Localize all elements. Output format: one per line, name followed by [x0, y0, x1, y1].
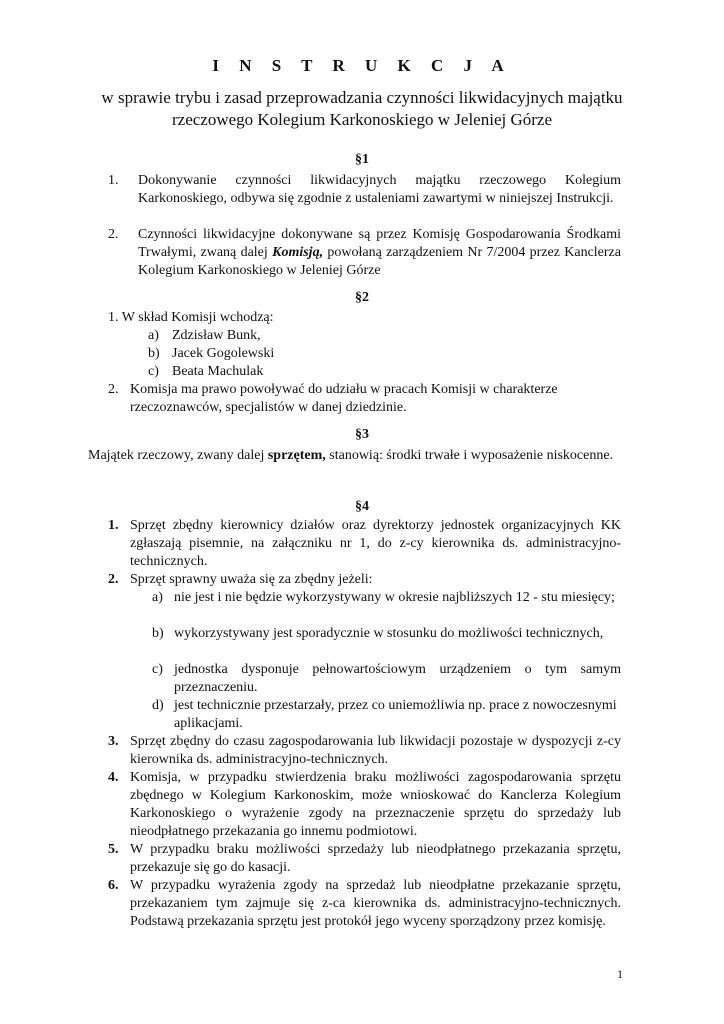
s4-sub-a-text: nie jest i nie będzie wykorzystywany w okresie najbliższych 12 - stu miesięcy; — [174, 590, 615, 605]
s4-sub-b-number: b) — [152, 626, 164, 641]
komisja-term: Komisją, — [272, 245, 324, 260]
section-2-heading: §2 — [355, 290, 369, 305]
member-a: Zdzisław Bunk, — [172, 328, 261, 343]
s4-item-6-number: 6. — [108, 878, 119, 893]
s1-item-2-number: 2. — [108, 227, 119, 242]
section-1-heading: §1 — [355, 152, 369, 167]
document-title: I N S T R U K C J A — [212, 56, 512, 75]
s4-sub-d-number: d) — [152, 698, 164, 713]
s4-item-1-text: Sprzęt zbędny kierownicy działów oraz dyrektorzy jednostek organizacyjnych KK zgłaszają pisemnie, na załączniku nr 1, do z-cy kierownika ds. administracyjno-technicznych. — [130, 518, 621, 569]
s4-item-1-number: 1. — [108, 518, 119, 533]
s1-item-2-text-a: Czynności likwidacyjne dokonywane są przez Komisję Gospodarowania Środkami Trwałymi, zwaną dalej — [138, 227, 621, 260]
s4-item-4-number: 4. — [108, 770, 119, 785]
member-b: Jacek Gogolewski — [172, 346, 275, 361]
s1-item-2-text-b: powołaną zarządzeniem Nr 7/2004 przez Kanclerza Kolegium Karkonoskiego w Jeleniej Górze — [138, 245, 621, 278]
s4-item-6-text: W przypadku wyrażenia zgody na sprzedaż lub nieodpłatne przekazanie sprzętu, przekazaniem tym zajmuje się z-ca kierownika ds. administracyjno-technicznych. Podstawą przekazania sprzętu jest protokół jego wyceny sporządzony przez komisję. — [130, 878, 621, 929]
s4-sub-a-number: a) — [152, 590, 163, 605]
section-3-heading: §3 — [355, 427, 369, 442]
sprzet-term: sprzętem, — [267, 448, 326, 463]
member-b-number: b) — [148, 346, 160, 361]
s4-item-2-text: Sprzęt sprawny uważa się za zbędny jeżeli: — [130, 572, 373, 587]
s2-item-2-text: Komisja ma prawo powoływać do udziału w pracach Komisji w charakterze rzeczoznawców, specjalistów w danej dziedzinie. — [130, 382, 558, 415]
s3-text-a: Majątek rzeczowy, zwany dalej — [88, 448, 268, 463]
s4-sub-c-number: c) — [152, 662, 163, 677]
s4-sub-b-text: wykorzystywany jest sporadycznie w stosunku do możliwości technicznych, — [174, 626, 604, 641]
s1-item-2-text — [138, 226, 621, 280]
s4-item-3-number: 3. — [108, 734, 119, 749]
s4-sub-d-text: jest technicznie przestarzały, przez co uniemożliwia np. prace z nowoczesnymi aplikacjami. — [174, 698, 617, 731]
member-c-number: c) — [148, 364, 159, 379]
s3-text-b: stanowią: środki trwałe i wyposażenie niskocenne. — [325, 448, 614, 463]
page-number: 1 — [617, 967, 623, 981]
s2-item-2-number: 2. — [108, 382, 119, 397]
s2-item-1: 1. W skład Komisji wchodzą: — [108, 310, 274, 325]
s4-sub-c-text: jednostka dysponuje pełnowartościowym urządzeniem o tym samym przeznaczeniu. — [174, 662, 621, 695]
s4-item-2-number: 2. — [108, 572, 119, 587]
document-subtitle: w sprawie trybu i zasad przeprowadzania czynności likwidacyjnych majątku rzeczowego Kolegium Karkonoskiego w Jeleniej Górze — [101, 88, 623, 129]
member-a-number: a) — [148, 328, 159, 343]
s4-item-5-number: 5. — [108, 842, 119, 857]
s1-item-1-number: 1. — [108, 173, 119, 188]
section-4-heading: §4 — [355, 499, 369, 514]
s4-item-4-text: Komisja, w przypadku stwierdzenia braku możliwości zagospodarowania sprzętu zbędnego w Kolegium Karkonoskim, może wnioskować do Kanclerza Kolegium Karkonoskiego o wyrażenie zgody na przeznaczenie sprzętu do sprzedaży lub nieodpłatnego przekazania go innemu podmiotowi. — [130, 770, 621, 839]
s4-item-3-text: Sprzęt zbędny do czasu zagospodarowania lub likwidacji pozostaje w dyspozycji z-cy kierownika ds. administracyjno-technicznych. — [130, 734, 621, 767]
s4-item-5-text: W przypadku braku możliwości sprzedaży lub nieodpłatnego przekazania sprzętu, przekazuje się go do kasacji. — [130, 842, 621, 875]
s3-text — [88, 447, 621, 465]
member-c: Beata Machulak — [172, 364, 264, 379]
s1-item-1-text: Dokonywanie czynności likwidacyjnych majątku rzeczowego Kolegium Karkonoskiego, odbywa się zgodnie z ustaleniami zawartymi w niniejszej Instrukcji. — [138, 173, 621, 206]
